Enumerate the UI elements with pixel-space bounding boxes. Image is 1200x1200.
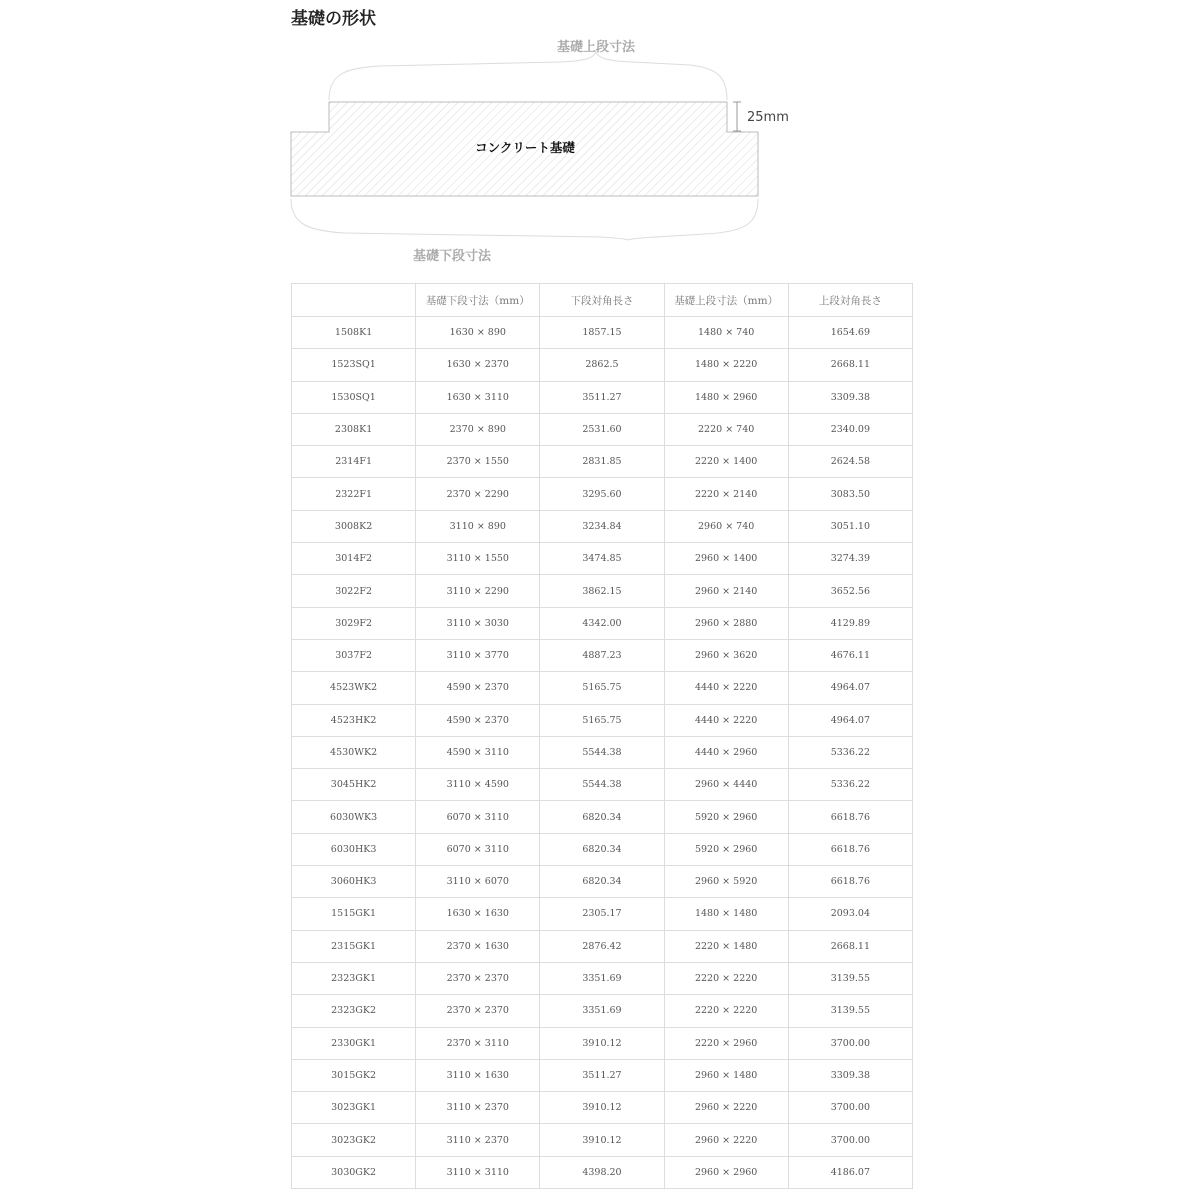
upper-dimension-cell: 1480 × 740 [664,317,788,349]
upper-diagonal-cell: 6618.76 [788,866,912,898]
model-cell: 2314F1 [292,446,416,478]
lower-diagonal-cell: 5544.38 [540,769,664,801]
table-row [292,543,913,575]
lower-diagonal-cell: 4342.00 [540,607,664,639]
lower-dimension-cell: 4590 × 2370 [416,704,540,736]
upper-diagonal-cell: 2668.11 [788,930,912,962]
upper-diagonal-cell: 4964.07 [788,672,912,704]
lower-brace [291,199,758,240]
table-row [292,413,913,445]
lower-dimension-cell: 3110 × 3770 [416,639,540,671]
lower-diagonal-cell: 2531.60 [540,413,664,445]
foundation-diagram [0,0,1200,280]
header-upper-diagonal: 上段対角長さ [788,284,912,317]
lower-dimension-cell: 3110 × 2370 [416,1124,540,1156]
lower-dimension-cell: 3110 × 1550 [416,543,540,575]
model-cell: 3023GK1 [292,1092,416,1124]
upper-dimension-cell: 2960 × 4440 [664,769,788,801]
upper-diagonal-cell: 3652.56 [788,575,912,607]
lower-dimension-cell: 3110 × 2370 [416,1092,540,1124]
upper-dimension-cell: 2960 × 3620 [664,639,788,671]
lower-diagonal-cell: 3910.12 [540,1092,664,1124]
upper-dimension-cell: 2220 × 1480 [664,930,788,962]
table-row [292,995,913,1027]
upper-diagonal-cell: 3051.10 [788,510,912,542]
upper-brace [329,52,727,100]
model-cell: 3029F2 [292,607,416,639]
upper-dimension-cell: 2960 × 1400 [664,543,788,575]
table-row [292,1092,913,1124]
table-row [292,833,913,865]
model-cell: 6030WK3 [292,801,416,833]
table-row [292,349,913,381]
upper-diagonal-cell: 1654.69 [788,317,912,349]
upper-diagonal-cell: 3309.38 [788,1059,912,1091]
lower-diagonal-cell: 1857.15 [540,317,664,349]
table-row [292,381,913,413]
upper-diagonal-cell: 3700.00 [788,1092,912,1124]
lower-dimension-cell: 2370 × 1550 [416,446,540,478]
table-row [292,898,913,930]
upper-diagonal-cell: 3700.00 [788,1124,912,1156]
upper-dimension-cell: 2220 × 2220 [664,995,788,1027]
lower-diagonal-cell: 5165.75 [540,704,664,736]
table-row [292,510,913,542]
upper-diagonal-cell: 5336.22 [788,769,912,801]
lower-dimension-cell: 6070 × 3110 [416,833,540,865]
model-cell: 3045HK2 [292,769,416,801]
table-row [292,317,913,349]
model-cell: 4523WK2 [292,672,416,704]
model-cell: 2323GK2 [292,995,416,1027]
upper-diagonal-cell: 2624.58 [788,446,912,478]
lower-diagonal-cell: 5165.75 [540,672,664,704]
upper-diagonal-cell: 4676.11 [788,639,912,671]
model-cell: 1523SQ1 [292,349,416,381]
header-lower-diagonal: 下段対角長さ [540,284,664,317]
upper-diagonal-cell: 4186.07 [788,1156,912,1188]
model-cell: 4523HK2 [292,704,416,736]
lower-diagonal-cell: 3351.69 [540,995,664,1027]
lower-diagonal-cell: 2876.42 [540,930,664,962]
table-row [292,607,913,639]
model-cell: 3023GK2 [292,1124,416,1156]
lower-dimension-cell: 3110 × 3030 [416,607,540,639]
table-row [292,769,913,801]
upper-dimension-cell: 2220 × 740 [664,413,788,445]
table-row [292,1124,913,1156]
lower-diagonal-cell: 2862.5 [540,349,664,381]
upper-diagonal-cell: 2340.09 [788,413,912,445]
upper-dimension-cell: 4440 × 2220 [664,672,788,704]
table-row [292,1156,913,1188]
model-cell: 2330GK1 [292,1027,416,1059]
table-row [292,866,913,898]
foundation-spec-table [291,283,913,1189]
lower-diagonal-cell: 3295.60 [540,478,664,510]
table-body [292,317,913,1189]
lower-diagonal-cell: 2305.17 [540,898,664,930]
model-cell: 3014F2 [292,543,416,575]
lower-dimension-cell: 4590 × 2370 [416,672,540,704]
model-cell: 3015GK2 [292,1059,416,1091]
table-row [292,801,913,833]
lower-diagonal-cell: 6820.34 [540,833,664,865]
upper-dimension-cell: 2960 × 1480 [664,1059,788,1091]
upper-dimension-cell: 5920 × 2960 [664,833,788,865]
lower-diagonal-cell: 6820.34 [540,801,664,833]
lower-diagonal-cell: 3474.85 [540,543,664,575]
lower-diagonal-cell: 3862.15 [540,575,664,607]
model-cell: 2323GK1 [292,962,416,994]
page-title: 基礎の形状 [291,9,376,29]
table-row [292,446,913,478]
model-cell: 1530SQ1 [292,381,416,413]
upper-diagonal-cell: 3700.00 [788,1027,912,1059]
lower-dimension-cell: 2370 × 1630 [416,930,540,962]
upper-dimension-cell: 2960 × 2220 [664,1092,788,1124]
lower-dimension-cell: 2370 × 2370 [416,962,540,994]
upper-dimension-cell: 2960 × 2220 [664,1124,788,1156]
upper-diagonal-cell: 3274.39 [788,543,912,575]
upper-dimension-cell: 2960 × 740 [664,510,788,542]
lower-diagonal-cell: 3234.84 [540,510,664,542]
model-cell: 2308K1 [292,413,416,445]
lower-diagonal-cell: 6820.34 [540,866,664,898]
table-row [292,704,913,736]
upper-dimension-cell: 2960 × 2960 [664,1156,788,1188]
concrete-foundation-label: コンクリート基礎 [475,140,575,155]
lower-dimension-cell: 1630 × 2370 [416,349,540,381]
upper-diagonal-cell: 4964.07 [788,704,912,736]
upper-dimension-cell: 4440 × 2220 [664,704,788,736]
header-lower-dimension: 基礎下段寸法（mm） [416,284,540,317]
lower-diagonal-cell: 3511.27 [540,1059,664,1091]
table-row [292,639,913,671]
table-row [292,1059,913,1091]
upper-dimension-cell: 2220 × 2140 [664,478,788,510]
lower-dimension-cell: 2370 × 3110 [416,1027,540,1059]
upper-diagonal-cell: 6618.76 [788,801,912,833]
lower-dimension-cell: 2370 × 2370 [416,995,540,1027]
upper-dimension-cell: 2220 × 1400 [664,446,788,478]
model-cell: 1508K1 [292,317,416,349]
lower-dimension-cell: 3110 × 2290 [416,575,540,607]
header-upper-dimension: 基礎上段寸法（mm） [664,284,788,317]
lower-dimension-cell: 3110 × 3110 [416,1156,540,1188]
lower-dimension-cell: 3110 × 4590 [416,769,540,801]
upper-dimension-cell: 1480 × 2220 [664,349,788,381]
upper-dimension-cell: 2220 × 2960 [664,1027,788,1059]
lower-dimension-cell: 2370 × 890 [416,413,540,445]
upper-diagonal-cell: 3083.50 [788,478,912,510]
upper-dimension-cell: 2960 × 2140 [664,575,788,607]
model-cell: 3060HK3 [292,866,416,898]
upper-diagonal-cell: 4129.89 [788,607,912,639]
table-row [292,930,913,962]
lower-diagonal-cell: 4887.23 [540,639,664,671]
model-cell: 2315GK1 [292,930,416,962]
lower-dimension-cell: 1630 × 3110 [416,381,540,413]
table-row [292,1027,913,1059]
model-cell: 1515GK1 [292,898,416,930]
upper-dimension-cell: 4440 × 2960 [664,736,788,768]
upper-dimension-label: 基礎上段寸法 [556,40,636,55]
upper-dimension-cell: 2960 × 5920 [664,866,788,898]
upper-diagonal-cell: 2093.04 [788,898,912,930]
lower-dimension-cell: 1630 × 1630 [416,898,540,930]
lower-dimension-cell: 6070 × 3110 [416,801,540,833]
table-row [292,575,913,607]
lower-dimension-cell: 3110 × 1630 [416,1059,540,1091]
lower-diagonal-cell: 5544.38 [540,736,664,768]
model-cell: 2322F1 [292,478,416,510]
lower-dimension-cell: 2370 × 2290 [416,478,540,510]
lower-diagonal-cell: 3910.12 [540,1027,664,1059]
model-cell: 3008K2 [292,510,416,542]
model-cell: 3030GK2 [292,1156,416,1188]
lower-dimension-cell: 4590 × 3110 [416,736,540,768]
lower-dimension-cell: 3110 × 890 [416,510,540,542]
lower-diagonal-cell: 3351.69 [540,962,664,994]
table-row [292,962,913,994]
table-row [292,736,913,768]
lower-dimension-cell: 3110 × 6070 [416,866,540,898]
model-cell: 3037F2 [292,639,416,671]
upper-diagonal-cell: 3309.38 [788,381,912,413]
upper-diagonal-cell: 3139.55 [788,962,912,994]
table-row [292,672,913,704]
upper-diagonal-cell: 5336.22 [788,736,912,768]
upper-dimension-cell: 1480 × 1480 [664,898,788,930]
lower-diagonal-cell: 4398.20 [540,1156,664,1188]
upper-diagonal-cell: 3139.55 [788,995,912,1027]
lower-dimension-cell: 1630 × 890 [416,317,540,349]
model-cell: 4530WK2 [292,736,416,768]
upper-diagonal-cell: 2668.11 [788,349,912,381]
model-cell: 6030HK3 [292,833,416,865]
upper-dimension-cell: 1480 × 2960 [664,381,788,413]
lower-diagonal-cell: 3511.27 [540,381,664,413]
model-cell: 3022F2 [292,575,416,607]
lower-diagonal-cell: 2831.85 [540,446,664,478]
lower-dimension-label: 基礎下段寸法 [412,249,492,264]
upper-dimension-cell: 5920 × 2960 [664,801,788,833]
table-header-row [292,284,913,317]
upper-dimension-cell: 2220 × 2220 [664,962,788,994]
upper-dimension-cell: 2960 × 2880 [664,607,788,639]
lower-diagonal-cell: 3910.12 [540,1124,664,1156]
header-model [292,284,416,317]
step-dimension-label: 25mm [747,110,789,125]
table-row [292,478,913,510]
upper-diagonal-cell: 6618.76 [788,833,912,865]
